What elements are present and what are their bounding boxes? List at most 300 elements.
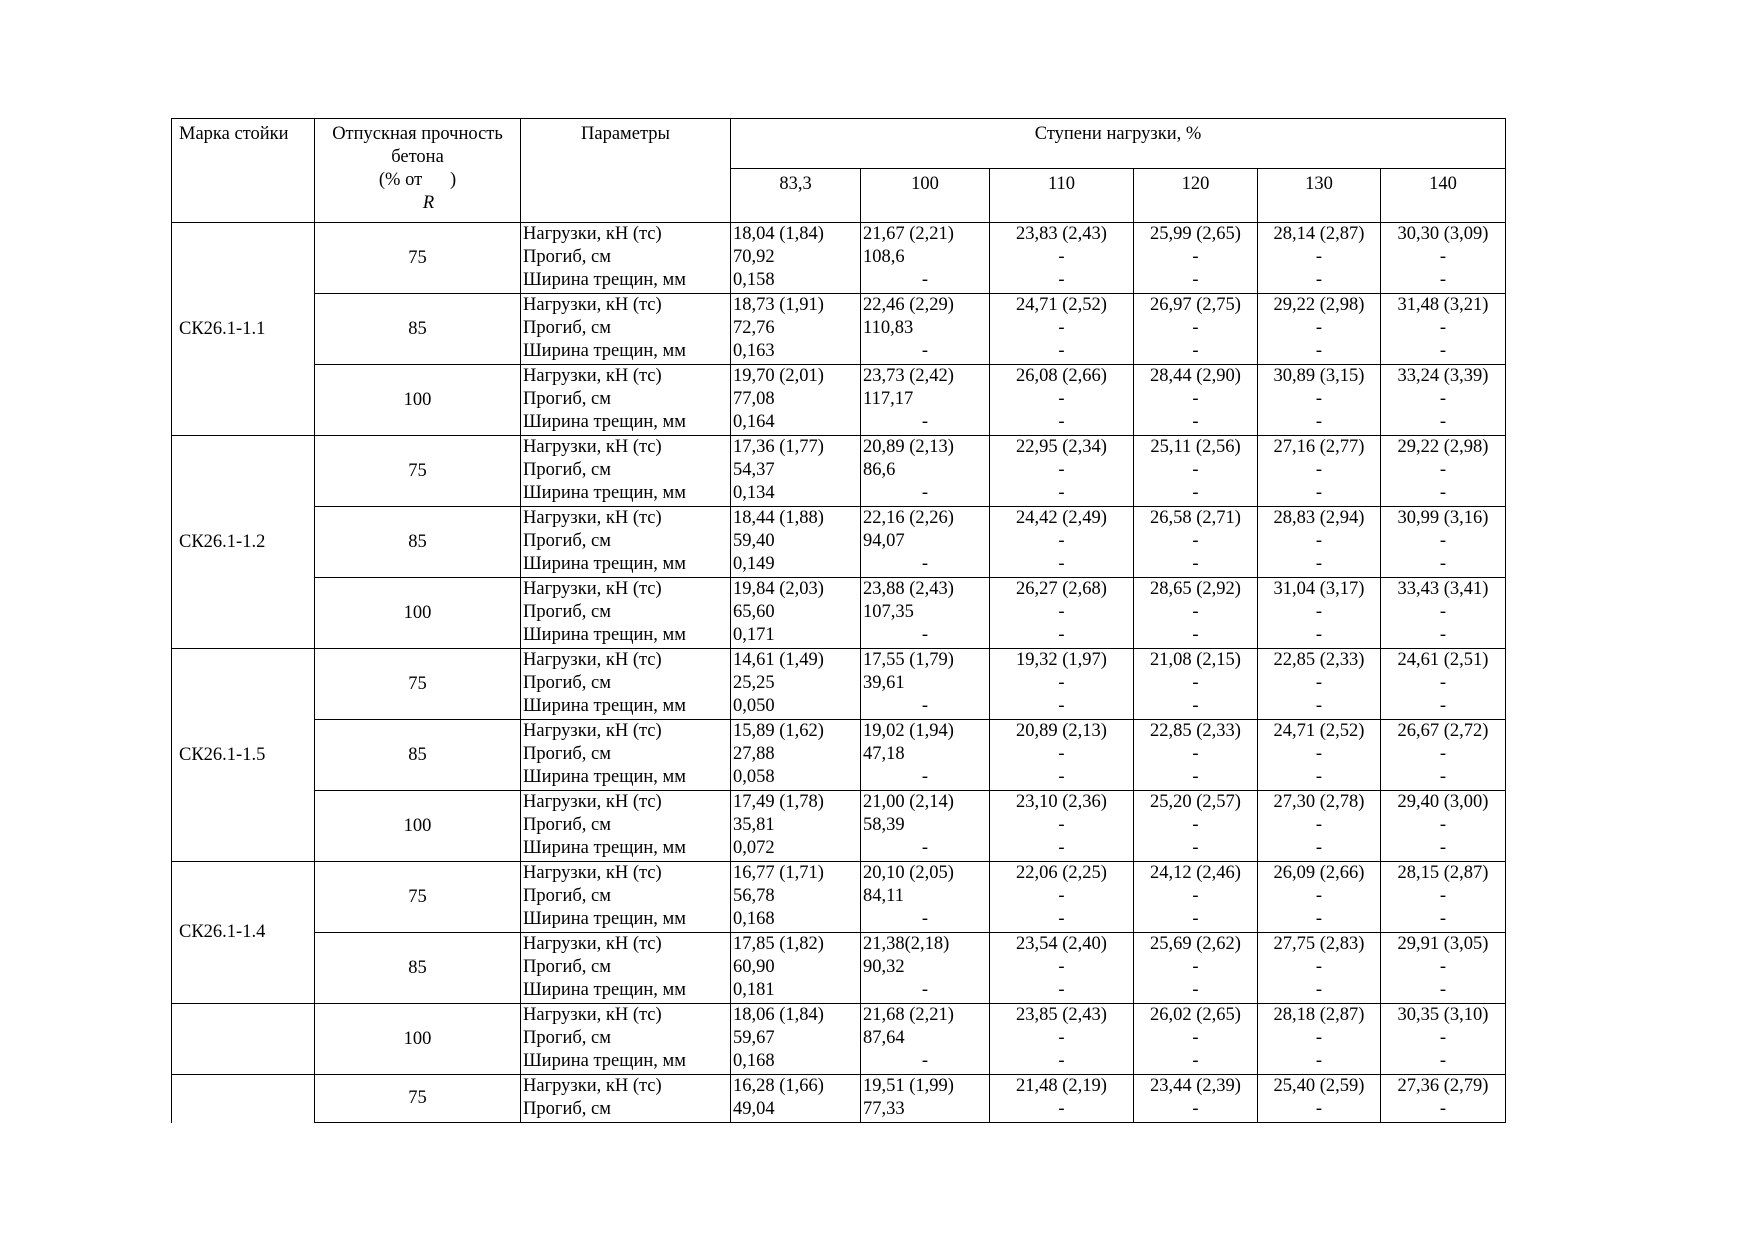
deflection-value: - xyxy=(1315,957,1323,977)
step-cell xyxy=(990,223,1134,294)
step-cell xyxy=(1134,862,1258,933)
deflection-value: - xyxy=(1315,318,1323,338)
mark-cell: СК26.1-1.5 xyxy=(172,649,315,862)
crack-value: - xyxy=(1192,909,1199,929)
deflection-value: 39,61 xyxy=(863,673,905,693)
step-cell xyxy=(990,294,1134,365)
param-label: Прогиб, см xyxy=(523,744,611,764)
load-value: 22,85 (2,33) xyxy=(1150,721,1241,741)
crack-value: 0,134 xyxy=(733,483,775,503)
step-cell xyxy=(990,1075,1134,1123)
deflection-value: 59,40 xyxy=(733,531,775,551)
deflection-value: 107,35 xyxy=(863,602,914,622)
load-value: 28,44 (2,90) xyxy=(1150,366,1241,386)
load-value: 26,27 (2,68) xyxy=(1016,579,1107,599)
crack-value: - xyxy=(1315,625,1323,645)
deflection-value: - xyxy=(1439,886,1447,906)
deflection-value: - xyxy=(1192,389,1199,409)
params-cell xyxy=(521,294,731,365)
strength-cell: 85 xyxy=(315,507,521,578)
param-label: Прогиб, см xyxy=(523,957,611,977)
load-value: 31,48 (3,21) xyxy=(1397,295,1489,315)
crack-value: - xyxy=(1439,270,1447,290)
load-value: 28,83 (2,94) xyxy=(1273,508,1365,528)
header-steps: Ступени нагрузки, % xyxy=(731,119,1506,169)
crack-value: - xyxy=(1058,767,1065,787)
params-cell xyxy=(521,862,731,933)
load-value: 26,97 (2,75) xyxy=(1150,295,1241,315)
crack-value: - xyxy=(1058,412,1065,432)
load-value: 26,02 (2,65) xyxy=(1150,1005,1241,1025)
load-value: 26,08 (2,66) xyxy=(1016,366,1107,386)
step-cell xyxy=(1381,365,1506,436)
step-cell xyxy=(1258,1075,1381,1123)
table-body xyxy=(172,223,1506,1123)
params-cell xyxy=(521,578,731,649)
deflection-value: - xyxy=(1058,247,1065,267)
load-value: 17,55 (1,79) xyxy=(863,650,954,670)
step-cell xyxy=(1134,436,1258,507)
load-value: 21,68 (2,21) xyxy=(863,1005,954,1025)
step-cell xyxy=(1134,1004,1258,1075)
deflection-value: 59,67 xyxy=(733,1028,775,1048)
load-value: 21,08 (2,15) xyxy=(1150,650,1241,670)
step-cell xyxy=(731,720,861,791)
param-label: Нагрузки, кН (тс) xyxy=(523,508,662,528)
crack-value: - xyxy=(1315,483,1323,503)
crack-value: - xyxy=(921,625,929,645)
deflection-value: - xyxy=(1315,815,1323,835)
load-value: 20,89 (2,13) xyxy=(863,437,954,457)
crack-value: - xyxy=(1315,696,1323,716)
crack-value: - xyxy=(1315,270,1323,290)
load-value: 22,95 (2,34) xyxy=(1016,437,1107,457)
header-strength-pre: (% от xyxy=(378,170,423,190)
table-row xyxy=(172,1004,1506,1075)
deflection-value: - xyxy=(1058,318,1065,338)
deflection-value: - xyxy=(1439,1028,1447,1048)
load-value: 28,14 (2,87) xyxy=(1273,224,1365,244)
step-cell xyxy=(990,578,1134,649)
param-label: Ширина трещин, мм xyxy=(523,838,686,858)
load-value: 27,30 (2,78) xyxy=(1273,792,1365,812)
step-cell xyxy=(1381,507,1506,578)
step-cell xyxy=(1258,294,1381,365)
mark-cell: СК26.1-1.2 xyxy=(172,436,315,649)
table-row xyxy=(172,933,1506,1004)
load-value: 23,85 (2,43) xyxy=(1016,1005,1107,1025)
load-value: 22,46 (2,29) xyxy=(863,295,954,315)
load-value: 29,22 (2,98) xyxy=(1273,295,1365,315)
deflection-value: 77,08 xyxy=(733,389,775,409)
deflection-value: - xyxy=(1439,957,1447,977)
crack-value: - xyxy=(1315,980,1323,1000)
load-value: 14,61 (1,49) xyxy=(733,650,824,670)
params-cell xyxy=(521,720,731,791)
step-cell xyxy=(1134,791,1258,862)
step-cell xyxy=(731,862,861,933)
deflection-value: 110,83 xyxy=(863,318,914,338)
load-value: 19,84 (2,03) xyxy=(733,579,824,599)
step-cell xyxy=(731,791,861,862)
load-value: 17,49 (1,78) xyxy=(733,792,824,812)
deflection-value: - xyxy=(1192,602,1199,622)
step-cell xyxy=(861,223,990,294)
step-cell xyxy=(861,365,990,436)
load-value: 18,44 (1,88) xyxy=(733,508,824,528)
step-cell xyxy=(1258,507,1381,578)
crack-value: - xyxy=(1192,412,1199,432)
deflection-value: 94,07 xyxy=(863,531,905,551)
param-label: Прогиб, см xyxy=(523,318,611,338)
deflection-value: - xyxy=(1058,1028,1065,1048)
step-cell xyxy=(1381,720,1506,791)
load-value: 30,35 (3,10) xyxy=(1397,1005,1489,1025)
load-value: 28,65 (2,92) xyxy=(1150,579,1241,599)
deflection-value: - xyxy=(1439,389,1447,409)
load-value: 19,02 (1,94) xyxy=(863,721,954,741)
param-label: Ширина трещин, мм xyxy=(523,696,686,716)
crack-value: - xyxy=(1058,270,1065,290)
crack-value: - xyxy=(1315,341,1323,361)
param-label: Нагрузки, кН (тс) xyxy=(523,934,662,954)
load-value: 28,15 (2,87) xyxy=(1397,863,1489,883)
load-value: 17,36 (1,77) xyxy=(733,437,824,457)
strength-cell: 85 xyxy=(315,933,521,1004)
strength-cell: 85 xyxy=(315,294,521,365)
deflection-value: 54,37 xyxy=(733,460,775,480)
load-value: 25,11 (2,56) xyxy=(1150,437,1241,457)
params-cell xyxy=(521,507,731,578)
params-cell xyxy=(521,791,731,862)
step-cell xyxy=(1258,791,1381,862)
load-value: 19,70 (2,01) xyxy=(733,366,824,386)
crack-value: - xyxy=(921,554,929,574)
step-cell xyxy=(861,294,990,365)
params-cell xyxy=(521,365,731,436)
param-label: Ширина трещин, мм xyxy=(523,483,686,503)
load-value: 21,67 (2,21) xyxy=(863,224,954,244)
load-value: 21,38(2,18) xyxy=(863,934,950,954)
deflection-value: - xyxy=(1058,744,1065,764)
deflection-value: 49,04 xyxy=(733,1099,775,1119)
strength-cell: 75 xyxy=(315,1075,521,1123)
step-cell xyxy=(1381,1004,1506,1075)
step-cell xyxy=(731,933,861,1004)
crack-value: - xyxy=(921,767,929,787)
deflection-value: 65,60 xyxy=(733,602,775,622)
load-value: 27,75 (2,83) xyxy=(1273,934,1365,954)
param-label: Нагрузки, кН (тс) xyxy=(523,1005,662,1025)
strength-cell: 75 xyxy=(315,649,521,720)
mark-cell xyxy=(172,1004,315,1075)
step-cell xyxy=(731,294,861,365)
deflection-value: - xyxy=(1315,744,1323,764)
header-strength-line2: бетона xyxy=(391,147,444,167)
mark-cell xyxy=(172,1075,315,1123)
table-row xyxy=(172,223,1506,294)
crack-value: 0,149 xyxy=(733,554,775,574)
table-row xyxy=(172,1075,1506,1123)
crack-value: - xyxy=(1192,1051,1199,1071)
load-value: 18,73 (1,91) xyxy=(733,295,824,315)
step-cell xyxy=(861,578,990,649)
crack-value: 0,163 xyxy=(733,341,775,361)
load-value: 16,28 (1,66) xyxy=(733,1076,824,1096)
param-label: Ширина трещин, мм xyxy=(523,767,686,787)
param-label: Нагрузки, кН (тс) xyxy=(523,437,662,457)
step-cell xyxy=(861,933,990,1004)
load-value: 25,99 (2,65) xyxy=(1150,224,1241,244)
params-cell xyxy=(521,649,731,720)
deflection-value: 35,81 xyxy=(733,815,775,835)
step-cell xyxy=(1134,507,1258,578)
deflection-value: - xyxy=(1192,673,1199,693)
crack-value: - xyxy=(1315,838,1323,858)
param-label: Прогиб, см xyxy=(523,673,611,693)
strength-cell: 75 xyxy=(315,223,521,294)
deflection-value: - xyxy=(1058,460,1065,480)
crack-value: - xyxy=(1058,483,1065,503)
step-cell xyxy=(1258,649,1381,720)
header-params: Параметры xyxy=(521,119,731,223)
header-mark: Марка стойки xyxy=(172,119,315,223)
param-label: Прогиб, см xyxy=(523,531,611,551)
deflection-value: - xyxy=(1315,673,1323,693)
param-label: Нагрузки, кН (тс) xyxy=(523,295,662,315)
load-value: 18,04 (1,84) xyxy=(733,224,824,244)
deflection-value: 117,17 xyxy=(863,389,914,409)
step-header: 83,3 xyxy=(731,169,861,223)
strength-cell: 100 xyxy=(315,578,521,649)
step-cell xyxy=(731,223,861,294)
step-cell xyxy=(990,862,1134,933)
deflection-value: - xyxy=(1058,673,1065,693)
deflection-value: - xyxy=(1315,247,1323,267)
step-cell xyxy=(1381,436,1506,507)
step-cell xyxy=(1134,294,1258,365)
table-row xyxy=(172,436,1506,507)
deflection-value: - xyxy=(1192,247,1199,267)
crack-value: - xyxy=(921,980,929,1000)
param-label: Ширина трещин, мм xyxy=(523,341,686,361)
step-cell xyxy=(990,365,1134,436)
step-cell xyxy=(1134,223,1258,294)
params-cell xyxy=(521,933,731,1004)
deflection-value: - xyxy=(1439,815,1447,835)
deflection-value: 77,33 xyxy=(863,1099,905,1119)
param-label: Ширина трещин, мм xyxy=(523,270,686,290)
crack-value: - xyxy=(921,270,929,290)
load-value: 15,89 (1,62) xyxy=(733,721,824,741)
param-label: Нагрузки, кН (тс) xyxy=(523,863,662,883)
deflection-value: 87,64 xyxy=(863,1028,905,1048)
param-label: Прогиб, см xyxy=(523,247,611,267)
step-cell xyxy=(731,578,861,649)
crack-value: - xyxy=(1439,1051,1447,1071)
deflection-value: - xyxy=(1192,1099,1199,1119)
step-cell xyxy=(1381,223,1506,294)
params-cell xyxy=(521,223,731,294)
step-cell xyxy=(1258,578,1381,649)
deflection-value: 84,11 xyxy=(863,886,904,906)
crack-value: 0,058 xyxy=(733,767,775,787)
deflection-value: - xyxy=(1192,531,1199,551)
param-label: Ширина трещин, мм xyxy=(523,1051,686,1071)
deflection-value: 27,88 xyxy=(733,744,775,764)
step-cell xyxy=(1258,720,1381,791)
step-cell xyxy=(990,649,1134,720)
step-cell xyxy=(861,436,990,507)
param-label: Нагрузки, кН (тс) xyxy=(523,224,662,244)
param-label: Нагрузки, кН (тс) xyxy=(523,721,662,741)
load-table xyxy=(171,118,1506,1123)
deflection-value: - xyxy=(1315,389,1323,409)
crack-value: - xyxy=(921,696,929,716)
deflection-value: - xyxy=(1439,531,1447,551)
step-cell xyxy=(1381,933,1506,1004)
load-value: 23,73 (2,42) xyxy=(863,366,954,386)
load-value: 25,20 (2,57) xyxy=(1150,792,1241,812)
deflection-value: - xyxy=(1439,602,1447,622)
strength-cell: 100 xyxy=(315,365,521,436)
crack-value: 0,158 xyxy=(733,270,775,290)
load-value: 30,89 (3,15) xyxy=(1273,366,1365,386)
load-value: 22,16 (2,26) xyxy=(863,508,954,528)
load-value: 24,12 (2,46) xyxy=(1150,863,1241,883)
crack-value: - xyxy=(1439,625,1447,645)
step-cell xyxy=(1258,862,1381,933)
crack-value: - xyxy=(1058,625,1065,645)
load-value: 29,40 (3,00) xyxy=(1397,792,1489,812)
deflection-value: - xyxy=(1192,957,1199,977)
deflection-value: - xyxy=(1192,744,1199,764)
load-value: 26,58 (2,71) xyxy=(1150,508,1241,528)
step-cell xyxy=(990,436,1134,507)
deflection-value: 25,25 xyxy=(733,673,775,693)
mark-cell: СК26.1-1.1 xyxy=(172,223,315,436)
step-cell xyxy=(1134,649,1258,720)
step-cell xyxy=(1381,649,1506,720)
crack-value: 0,171 xyxy=(733,625,775,645)
param-label: Ширина трещин, мм xyxy=(523,554,686,574)
deflection-value: - xyxy=(1439,1099,1447,1119)
deflection-value: 60,90 xyxy=(733,957,775,977)
crack-value: - xyxy=(921,341,929,361)
crack-value: - xyxy=(921,838,929,858)
deflection-value: - xyxy=(1192,1028,1199,1048)
crack-value: - xyxy=(1315,412,1323,432)
param-label: Прогиб, см xyxy=(523,389,611,409)
crack-value: 0,072 xyxy=(733,838,775,858)
strength-cell: 75 xyxy=(315,862,521,933)
param-label: Нагрузки, кН (тс) xyxy=(523,1076,662,1096)
step-cell xyxy=(731,1075,861,1123)
load-value: 23,10 (2,36) xyxy=(1016,792,1107,812)
strength-cell: 75 xyxy=(315,436,521,507)
step-cell xyxy=(1134,578,1258,649)
crack-value: - xyxy=(921,412,929,432)
param-label: Ширина трещин, мм xyxy=(523,625,686,645)
crack-value: - xyxy=(1192,625,1199,645)
crack-value: - xyxy=(1192,696,1199,716)
crack-value: - xyxy=(1439,767,1447,787)
crack-value: 0,168 xyxy=(733,1051,775,1071)
step-cell xyxy=(990,1004,1134,1075)
load-value: 26,09 (2,66) xyxy=(1273,863,1365,883)
table-row xyxy=(172,365,1506,436)
deflection-value: 90,32 xyxy=(863,957,905,977)
crack-value: - xyxy=(1058,838,1065,858)
crack-value: - xyxy=(1192,270,1199,290)
load-value: 27,16 (2,77) xyxy=(1273,437,1365,457)
load-value: 18,06 (1,84) xyxy=(733,1005,824,1025)
load-value: 25,40 (2,59) xyxy=(1273,1076,1365,1096)
crack-value: - xyxy=(1315,767,1323,787)
param-label: Прогиб, см xyxy=(523,1028,611,1048)
step-cell xyxy=(861,649,990,720)
deflection-value: - xyxy=(1192,886,1199,906)
load-value: 21,00 (2,14) xyxy=(863,792,954,812)
step-cell xyxy=(1381,791,1506,862)
crack-value: - xyxy=(1439,483,1447,503)
load-value: 24,61 (2,51) xyxy=(1397,650,1489,670)
step-cell xyxy=(1258,223,1381,294)
crack-value: - xyxy=(1058,341,1065,361)
table-row xyxy=(172,862,1506,933)
header-strength-post: ) xyxy=(449,170,457,190)
header-strength xyxy=(315,119,521,223)
load-value: 24,71 (2,52) xyxy=(1273,721,1365,741)
param-label: Ширина трещин, мм xyxy=(523,909,686,929)
deflection-value: - xyxy=(1439,744,1447,764)
step-cell xyxy=(1258,365,1381,436)
crack-value: - xyxy=(1192,483,1199,503)
step-cell xyxy=(861,791,990,862)
load-value: 28,18 (2,87) xyxy=(1273,1005,1365,1025)
crack-value: - xyxy=(1058,980,1065,1000)
step-cell xyxy=(861,1075,990,1123)
param-label: Прогиб, см xyxy=(523,815,611,835)
table-row xyxy=(172,294,1506,365)
crack-value: 0,164 xyxy=(733,412,775,432)
load-value: 23,83 (2,43) xyxy=(1016,224,1107,244)
load-value: 27,36 (2,79) xyxy=(1397,1076,1489,1096)
load-value: 25,69 (2,62) xyxy=(1150,934,1241,954)
step-cell xyxy=(1381,1075,1506,1123)
deflection-value: - xyxy=(1315,460,1323,480)
crack-value: - xyxy=(1439,980,1447,1000)
crack-value: - xyxy=(1192,767,1199,787)
step-cell xyxy=(1258,436,1381,507)
param-label: Прогиб, см xyxy=(523,1099,611,1119)
deflection-value: 56,78 xyxy=(733,886,775,906)
step-cell xyxy=(861,1004,990,1075)
load-value: 30,30 (3,09) xyxy=(1397,224,1489,244)
step-cell xyxy=(731,365,861,436)
deflection-value: - xyxy=(1315,531,1323,551)
deflection-value: - xyxy=(1058,957,1065,977)
deflection-value: 72,76 xyxy=(733,318,775,338)
crack-value: - xyxy=(1439,341,1447,361)
load-value: 20,89 (2,13) xyxy=(1016,721,1107,741)
deflection-value: - xyxy=(1315,1028,1323,1048)
load-value: 29,91 (3,05) xyxy=(1397,934,1489,954)
strength-cell: 100 xyxy=(315,1004,521,1075)
step-cell xyxy=(861,720,990,791)
crack-value: 0,050 xyxy=(733,696,775,716)
header-strength-line3 xyxy=(315,169,520,192)
